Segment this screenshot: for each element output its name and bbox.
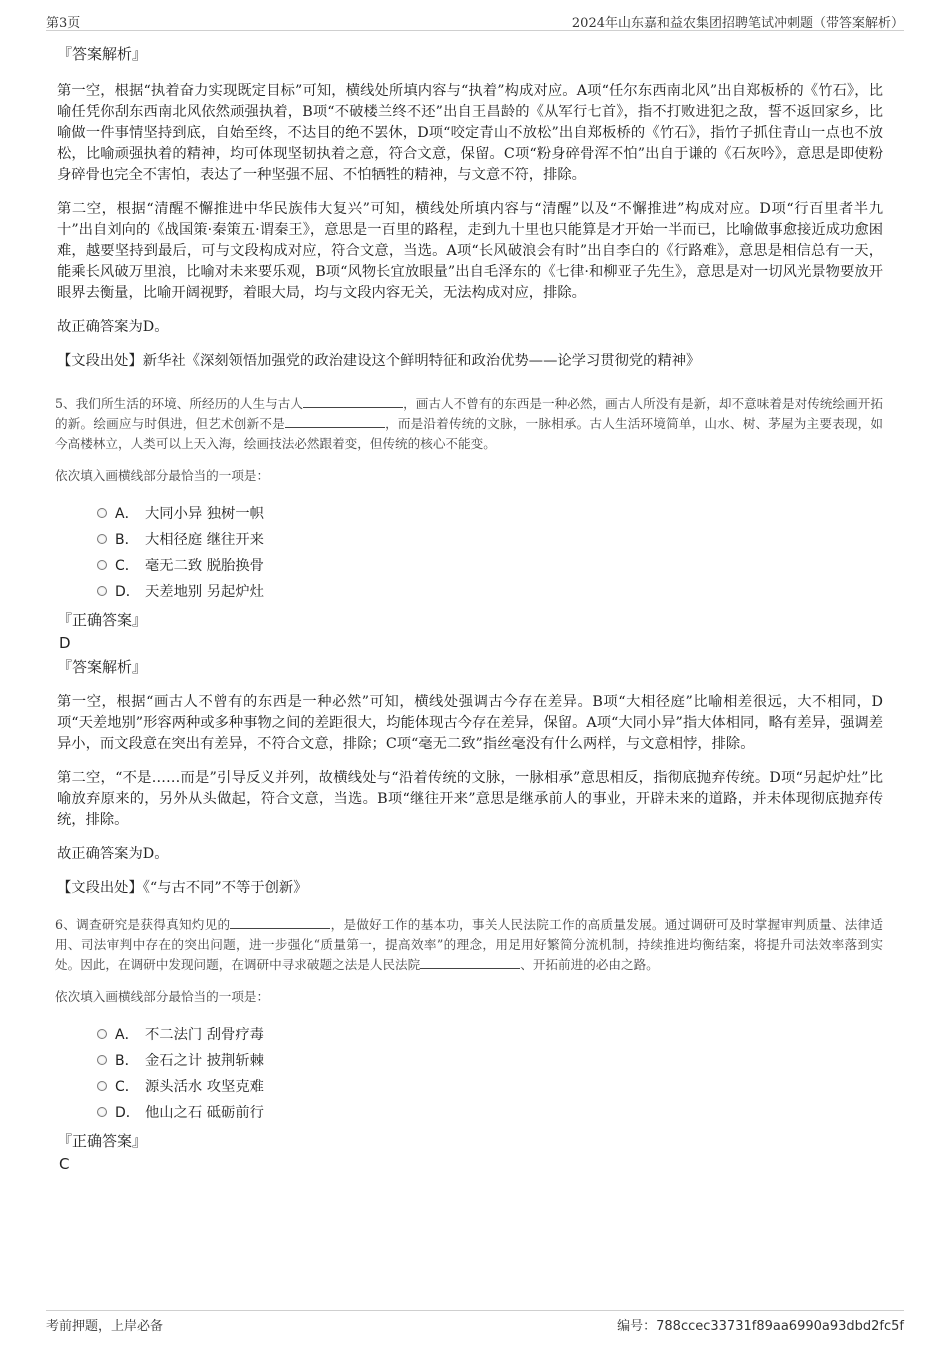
- q6-stem: 6、调查研究是获得真知灼见的 ，是做好工作的基本功，事关人民法院工作的高质量发展。通过调研可及时掌握审判质量、法律适用、司法审判中存在的突出问题，进一步强化“质量第一，提高效率”的理念，用足用好繁简分流机制，持续推进均衡结案，将提升司法效率落到实处。因此，在调研中发现问题，在调研中寻求破题之法是人民法院 、开拓前进的必由之路。: [55, 917, 884, 972]
- q6-option-c[interactable]: C． 源头活水 攻坚克难: [97, 1073, 883, 1099]
- q6-prompt: 依次填入画横线部分最恰当的一项是：: [55, 989, 270, 1004]
- q5-correct-answer: D: [59, 634, 71, 652]
- radio-icon[interactable]: [97, 1107, 107, 1117]
- radio-icon[interactable]: [97, 1081, 107, 1091]
- q5-source: 【文段出处】《“与古不同”不等于创新》: [57, 880, 308, 896]
- radio-icon[interactable]: [97, 1029, 107, 1039]
- blank-line: [420, 956, 520, 969]
- q5-option-c[interactable]: C． 毫无二致 脱胎换骨: [97, 552, 883, 578]
- q4-source: 【文段出处】新华社《深刻领悟加强党的政治建设这个鲜明特征和政治优势——论学习贯彻党的精神》: [57, 353, 701, 369]
- q6-option-a[interactable]: A． 不二法门 刮骨疗毒: [97, 1021, 883, 1047]
- document-title: 2024年山东嘉和益农集团招聘笔试冲刺题（带答案解析）: [571, 16, 904, 31]
- q5-correct-label: 『正确答案』: [57, 611, 148, 629]
- page-number: 第3页: [46, 16, 81, 31]
- q6-correct-answer: C: [59, 1155, 70, 1173]
- q5-prompt: 依次填入画横线部分最恰当的一项是：: [55, 468, 270, 483]
- footer-slogan: 考前押题，上岸必备: [46, 1319, 164, 1334]
- q5-conclusion: 故正确答案为D。: [57, 846, 169, 862]
- q4-analysis-label: 『答案解析』: [57, 45, 148, 63]
- radio-icon[interactable]: [97, 586, 107, 596]
- radio-icon[interactable]: [97, 560, 107, 570]
- q4-analysis-paragraph: 第一空，根据“执着奋力实现既定目标”可知，横线处所填内容与“执着”构成对应。A项“任尔东西南北风”出自郑板桥的《竹石》，比喻任凭你刮东西南北风依然顽强执着，B项“不破楼兰终不还”出自王昌龄的《从军行七首》，指不打败进犯之敌，誓不返回家乡，比喻做一件事情坚持到底，自始至终，不达目的绝不罢休，D项“咬定青山不放松”出自郑板桥的《竹石》，指竹子抓住青山一点也不放松，比喻顽强执着的精神，均可体现坚韧执着之意，符合文意，保留。C项“粉身碎骨浑不怕”出自于谦的《石灰吟》，意思是即使粉身碎骨也完全不害怕，表达了一种坚强不屈、不怕牺牲的精神，与文意不符，排除。: [57, 83, 883, 183]
- page-content: [57, 44, 883, 1178]
- q4-conclusion: 故正确答案为D。: [57, 319, 169, 335]
- q5-option-b[interactable]: B． 大相径庭 继往开来: [97, 526, 883, 552]
- blank-line: [230, 916, 330, 929]
- radio-icon[interactable]: [97, 1055, 107, 1065]
- q5-stem: 5、我们所生活的环境、所经历的人生与古人 ，画古人不曾有的东西是一种必然，画古人所没有是新，却不意味着是对传统绘画开拓的新。绘画应与时俱进，但艺术创新不是 ，而是沿着传统的文脉，一脉相承。古人生活环境简单，山水、树、茅屋为主要表现，如今高楼林立，人类可以上天入海，绘画技法必然跟着变，但传统的核心不能变。: [55, 396, 884, 451]
- q5-analysis-paragraph: 第一空，根据“画古人不曾有的东西是一种必然”可知，横线处强调古今存在差异。B项“大相径庭”比喻相差很远，大不相同，D项“天差地别”形容两种或多种事物之间的差距很大，均能体现古今存在差异，保留。A项“大同小异”指大体相同，略有差异，强调差异小，而文段意在突出有差异，不符合文意，排除；C项“毫无二致”指丝毫没有什么两样，与文意相悖，排除。: [57, 694, 883, 752]
- q6-option-b[interactable]: B． 金石之计 披荆斩棘: [97, 1047, 883, 1073]
- q5-option-d[interactable]: D． 天差地别 另起炉灶: [97, 578, 883, 604]
- q5-options: [97, 500, 883, 604]
- page-header: [46, 10, 904, 31]
- radio-icon[interactable]: [97, 534, 107, 544]
- blank-line: [285, 415, 385, 428]
- q5-option-a[interactable]: A． 大同小异 独树一帜: [97, 500, 883, 526]
- document-code: 编号：788ccec33731f89aa6990a93dbd2fc5f: [617, 1319, 904, 1334]
- q4-analysis-paragraph: 第二空，根据“清醒不懈推进中华民族伟大复兴”可知，横线处所填内容与“清醒”以及“不懈推进”构成对应。D项“行百里者半九十”出自刘向的《战国策·秦策五·谓秦王》，意思是一百里的路程，走到九十里也只能算是才开始一半而已，比喻做事愈接近成功愈困难，越要坚持到最后，可与文段构成对应，符合文意，当选。A项“长风破浪会有时”出自李白的《行路难》，意思是相信总有一天，能乘长风破万里浪，比喻对未来要乐观，B项“风物长宜放眼量”出自毛泽东的《七律·和柳亚子先生》，意思是对一切风光景物要放开眼界去衡量，比喻开阔视野，着眼大局，均与文段内容无关，无法构成对应，排除。: [57, 201, 883, 301]
- q5-analysis-label: 『答案解析』: [57, 658, 148, 676]
- blank-line: [303, 395, 403, 408]
- page-footer: [46, 1310, 904, 1335]
- radio-icon[interactable]: [97, 508, 107, 518]
- q6-options: [97, 1021, 883, 1125]
- q6-correct-label: 『正确答案』: [57, 1132, 148, 1150]
- q6-option-d[interactable]: D． 他山之石 砥砺前行: [97, 1099, 883, 1125]
- q5-analysis-paragraph: 第二空，“不是……而是”引导反义并列，故横线处与“沿着传统的文脉，一脉相承”意思相反，指彻底抛弃传统。D项“另起炉灶”比喻放弃原来的，另外从头做起，符合文意，当选。B项“继往开来”意思是继承前人的事业，开辟未来的道路，并未体现彻底抛弃传统，排除。: [57, 770, 883, 828]
